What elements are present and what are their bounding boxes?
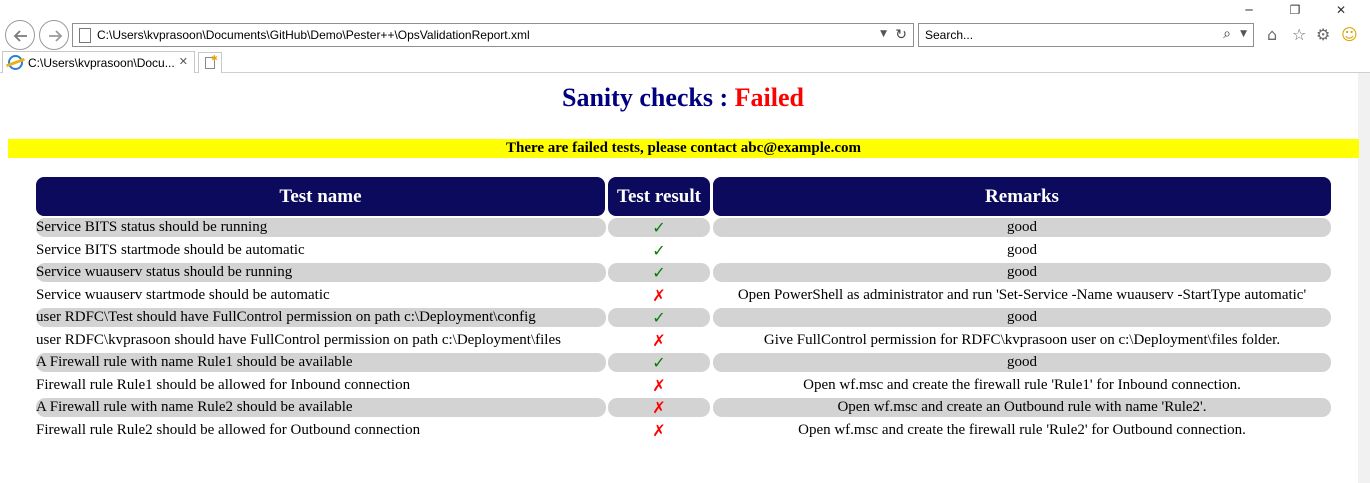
remarks-cell: Open wf.msc and create the firewall rule 'Rule1' for Inbound connection. [803, 377, 1241, 393]
forward-button[interactable] [39, 20, 69, 50]
test-result-cell [608, 376, 710, 395]
title-prefix: Sanity checks : [562, 83, 735, 112]
table-row [36, 376, 1331, 395]
remarks-cell: Give FullControl permission for RDFC\kvprasoon user on c:\Deployment\files folder. [763, 332, 1281, 348]
test-result-cell [608, 218, 710, 237]
header-test-result: Test result [608, 177, 710, 216]
new-tab-sparkle-icon: ✱ [211, 54, 218, 63]
fail-cross-icon: ✗ [652, 286, 666, 305]
remarks-cell: good [713, 353, 1331, 372]
fail-cross-icon: ✗ [652, 398, 666, 417]
failure-banner: There are failed tests, please contact abc@example.com [8, 139, 1359, 158]
table-row [36, 331, 1331, 350]
back-icon [12, 27, 30, 45]
fail-cross-icon: ✗ [652, 421, 666, 440]
back-button[interactable] [5, 20, 35, 50]
table-row [36, 353, 1331, 372]
test-result-cell [608, 331, 710, 350]
test-name-cell: Firewall rule Rule1 should be allowed for Inbound connection [36, 377, 411, 393]
tab-bar [0, 51, 1370, 73]
pass-check-icon: ✓ [652, 218, 666, 237]
test-name-cell: user RDFC\kvprasoon should have FullControl permission on path c:\Deployment\files [36, 332, 561, 348]
search-icon[interactable]: ⌕ [1223, 26, 1231, 42]
vertical-scrollbar[interactable] [1358, 73, 1370, 483]
ie-icon [8, 55, 23, 70]
address-text: C:\Users\kvprasoon\Documents\GitHub\Demo\Pester++\OpsValidationReport.xml [97, 28, 530, 42]
page-icon [79, 28, 91, 43]
table-row [36, 286, 1331, 305]
pass-check-icon: ✓ [652, 263, 666, 282]
test-name-cell: user RDFC\Test should have FullControl permission on path c:\Deployment\config [36, 308, 606, 327]
fail-cross-icon: ✗ [652, 331, 666, 350]
test-result-cell [608, 421, 710, 440]
page-title [0, 83, 1366, 113]
remarks-cell: good [713, 263, 1331, 282]
restore-button[interactable]: ❐ [1289, 3, 1301, 17]
pass-check-icon: ✓ [652, 308, 666, 327]
favorites-star-icon[interactable]: ☆ [1292, 25, 1307, 44]
table-row [36, 308, 1331, 327]
remarks-cell: good [713, 218, 1331, 237]
header-remarks: Remarks [713, 177, 1331, 216]
test-name-cell: Service wuauserv startmode should be automatic [36, 287, 330, 303]
table-row [36, 241, 1331, 260]
browser-chrome [0, 0, 1370, 73]
test-result-cell [608, 398, 710, 417]
pass-check-icon: ✓ [652, 241, 666, 260]
forward-icon [46, 27, 64, 45]
test-result-cell [608, 286, 710, 305]
table-row [36, 218, 1331, 237]
address-dropdown-icon[interactable]: ▼ [880, 29, 887, 39]
pass-check-icon: ✓ [652, 353, 666, 372]
test-name-cell: A Firewall rule with name Rule2 should be available [36, 398, 606, 417]
tab-title: C:\Users\kvprasoon\Docu... [28, 56, 175, 70]
table-row [36, 263, 1331, 282]
table-row [36, 398, 1331, 417]
remarks-cell: Open wf.msc and create an Outbound rule with name 'Rule2'. [713, 398, 1331, 417]
test-name-cell: Service wuauserv status should be running [36, 263, 606, 282]
remarks-cell: Open wf.msc and create the firewall rule 'Rule2' for Outbound connection. [798, 422, 1246, 438]
test-name-cell: Service BITS startmode should be automatic [36, 242, 305, 258]
test-name-cell: Firewall rule Rule2 should be allowed for Outbound connection [36, 422, 421, 438]
table-row [36, 421, 1331, 440]
test-result-cell [608, 241, 710, 260]
test-result-cell [608, 353, 710, 372]
settings-gear-icon[interactable]: ⚙ [1316, 25, 1331, 44]
test-result-cell [608, 308, 710, 327]
title-status: Failed [734, 83, 804, 112]
test-name-cell: Service BITS status should be running [36, 218, 606, 237]
remarks-cell: Open PowerShell as administrator and run 'Set-Service -Name wuauserv -StartType automatic' [737, 287, 1307, 303]
remarks-cell: good [713, 308, 1331, 327]
search-dropdown-icon[interactable]: ▼ [1240, 29, 1247, 39]
tab-close-icon[interactable]: ✕ [178, 55, 188, 68]
remarks-cell: good [1007, 242, 1037, 258]
fail-cross-icon: ✗ [652, 376, 666, 395]
refresh-icon[interactable]: ↻ [895, 27, 907, 43]
close-window-button[interactable]: ✕ [1335, 3, 1347, 17]
tab-report[interactable] [2, 51, 195, 73]
address-bar[interactable] [72, 23, 914, 47]
home-icon[interactable]: ⌂ [1267, 25, 1278, 44]
new-tab-button[interactable] [198, 52, 222, 73]
test-name-cell: A Firewall rule with name Rule1 should be available [36, 353, 606, 372]
search-placeholder: Search... [925, 28, 974, 42]
header-test-name: Test name [36, 177, 605, 216]
smiley-feedback-icon[interactable]: ☺ [1341, 25, 1358, 44]
search-box[interactable] [918, 23, 1254, 47]
minimize-button[interactable]: ─ [1245, 3, 1253, 17]
test-result-cell [608, 263, 710, 282]
